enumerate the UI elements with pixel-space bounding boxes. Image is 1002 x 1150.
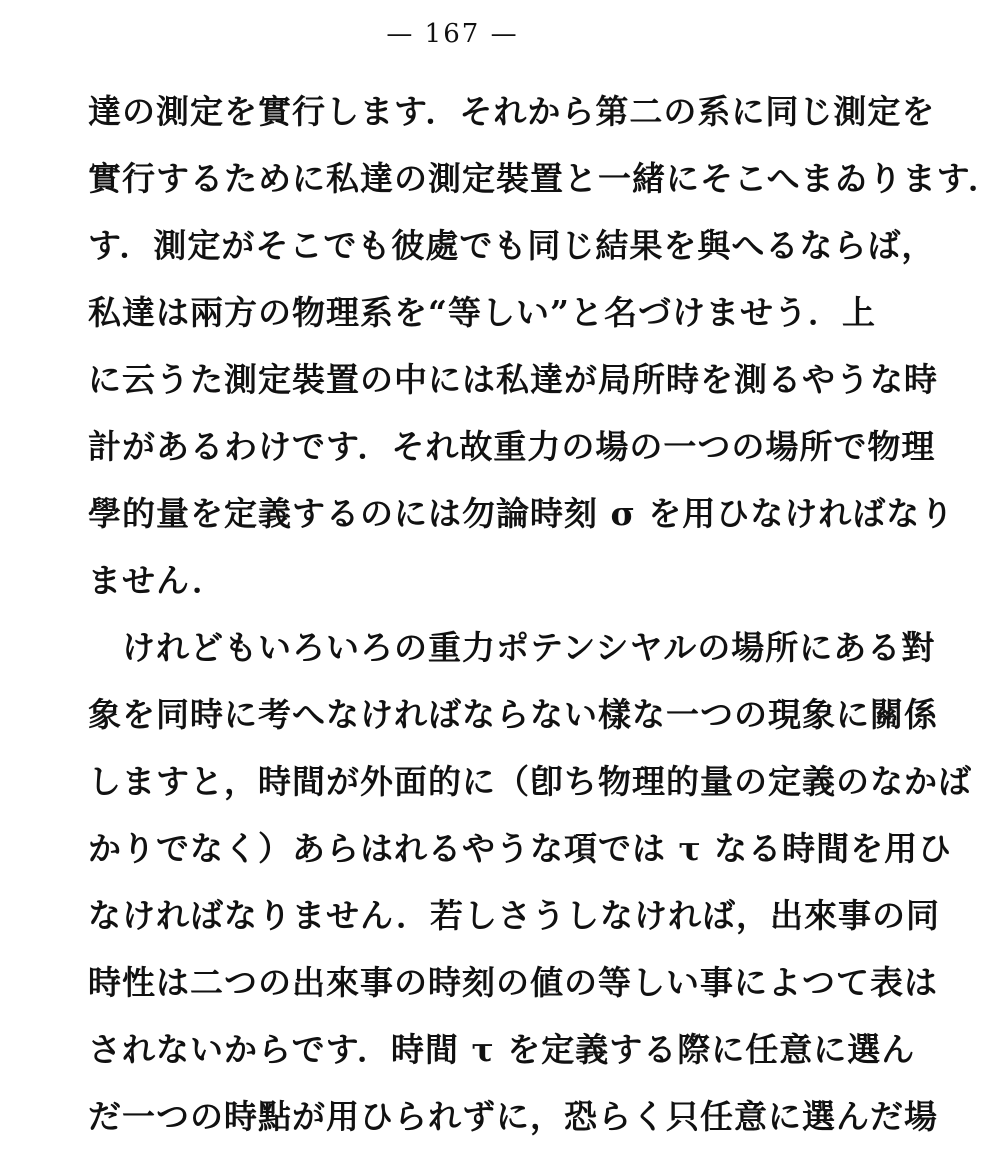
text-line: 私達は兩方の物理系を“等しい”と名づけませう．上 xyxy=(88,293,876,332)
text-line: 實行するために私達の測定裝置と一緒にそこへまゐります． xyxy=(88,159,1002,198)
text-line: しますと，時間が外面的に（卽ち物理的量の定義のなかば xyxy=(88,762,972,801)
text-line: 學的量を定義するのには勿論時刻 σ を用ひなければなり xyxy=(88,494,955,533)
text-line: 象を同時に考へなければならない樣な一つの現象に關係 xyxy=(88,695,938,734)
text-line: けれどもいろいろの重力ポテンシヤルの場所にある對 xyxy=(122,628,936,667)
text-line: す．測定がそこでも彼處でも同じ結果を與へるならば， xyxy=(88,226,936,265)
text-line: だ一つの時點が用ひられずに，恐らく只任意に選んだ場 xyxy=(88,1097,938,1136)
text-line: なければなりません．若しさうしなければ，出來事の同 xyxy=(88,896,940,935)
paragraph xyxy=(88,614,972,1150)
text-line: かりでなく）あらはれるやうな項では τ なる時間を用ひ xyxy=(88,829,953,868)
text-line: に云うた測定裝置の中には私達が局所時を測るやうな時 xyxy=(88,360,938,399)
text-line: されないからです．時間 τ を定義する際に任意に選ん xyxy=(88,1030,916,1069)
text-line: ません． xyxy=(88,561,226,600)
text-line: 時性は二つの出來事の時刻の値の等しい事によつて表は xyxy=(88,963,938,1002)
paragraph xyxy=(88,78,1002,614)
text-line: 達の測定を實行します．それから第二の系に同じ測定を xyxy=(88,92,936,131)
body-text xyxy=(88,78,1002,1150)
text-line: 計があるわけです．それ故重力の場の一つの場所で物理 xyxy=(88,427,936,466)
page-number: — 167 — xyxy=(386,19,519,49)
